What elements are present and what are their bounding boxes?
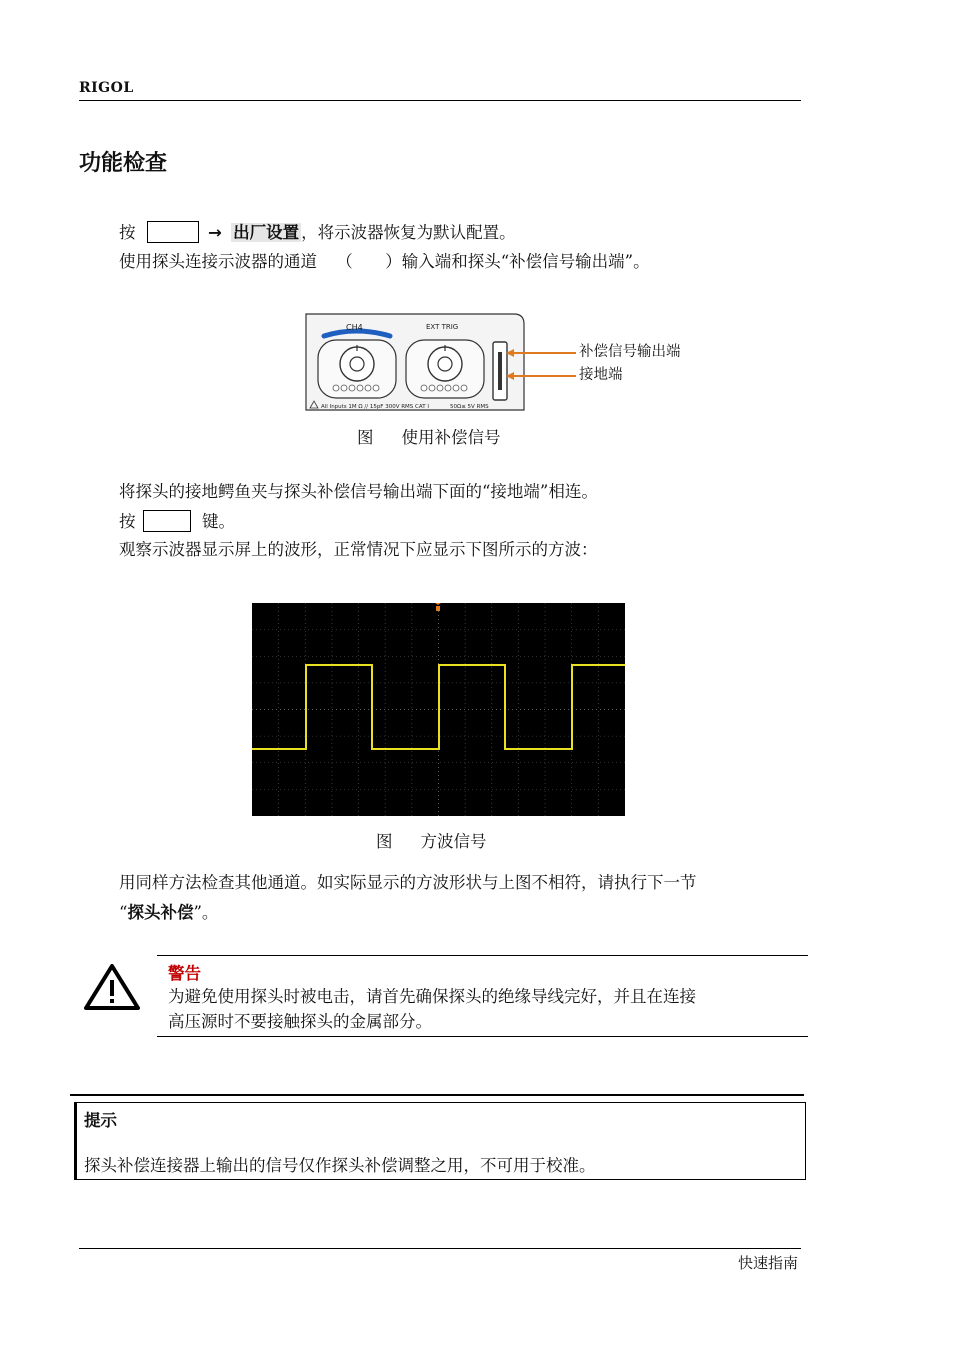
step-4-suffix: 键。	[202, 512, 235, 531]
section-title: 功能检查	[79, 151, 168, 176]
link-probe-compensation: 探头补偿	[127, 903, 194, 922]
figure-2-caption-text: 方波信号	[420, 832, 487, 851]
step-4-prefix: 按	[119, 512, 136, 531]
step-2-text-a: 使用探头连接示波器的通道	[119, 252, 317, 271]
warning-title: 警告	[168, 964, 201, 983]
warning-line-2: 高压源时不要接触探头的金属部分。	[168, 1012, 432, 1031]
brand-logo-text: RIGOL	[79, 80, 134, 96]
utility-key-box	[147, 221, 199, 243]
step-3: 将探头的接地鳄鱼夹与探头补偿信号输出端下面的“接地端”相连。	[119, 482, 598, 501]
panel-footer-left: All Inputs 1M Ω // 15pF 300V RMS CAT I	[321, 404, 429, 410]
square-wave-screen	[252, 603, 625, 816]
menu-factory-reset: 出厂设置	[233, 223, 300, 242]
figure-2-caption-label: 图	[376, 832, 393, 851]
warning-top-rule	[157, 955, 808, 956]
header-rule	[79, 100, 801, 101]
tip-title: 提示	[84, 1111, 117, 1130]
label-ground: 接地端	[579, 367, 623, 383]
step-6-quote-close: ”。	[193, 903, 219, 922]
arrow-right-icon: →	[208, 223, 222, 242]
figure-1-caption-text: 使用补偿信号	[401, 428, 501, 447]
auto-key-box	[143, 510, 191, 532]
step-6-line-1: 用同样方法检查其他通道。如实际显示的方波形状与上图不相符，请执行下一节	[119, 873, 697, 892]
step-2-text-b: 输入端和探头“补偿信号输出端”。	[401, 252, 650, 271]
label-comp-output: 补偿信号输出端	[579, 344, 681, 360]
step-6-line-2	[119, 901, 218, 925]
step-2-paren-close: ）	[385, 252, 402, 271]
footer-text: 快速指南	[737, 1254, 798, 1272]
warning-line-1: 为避免使用探头时被电击，请首先确保探头的绝缘导线完好，并且在连接	[168, 987, 696, 1006]
step-1-suffix: ，将示波器恢复为默认配置。	[301, 223, 516, 242]
tip-text: 探头补偿连接器上输出的信号仅作探头补偿调整之用，不可用于校准。	[84, 1156, 596, 1175]
step-2	[119, 250, 650, 274]
tip-top-rule	[70, 1094, 804, 1096]
step-2-paren-open: （	[336, 252, 353, 271]
footer-rule	[79, 1248, 801, 1249]
figure-1-caption-label: 图	[357, 428, 374, 447]
step-4	[119, 510, 235, 534]
panel-footer-right: 50Ω≤ 5V RMS	[450, 404, 489, 410]
step-1	[119, 221, 516, 245]
ch4-label: CH4	[346, 323, 363, 332]
figure-1-caption	[357, 424, 501, 448]
front-panel-figure	[300, 312, 720, 418]
step-1-prefix: 按	[119, 223, 136, 242]
step-5: 观察示波器显示屏上的波形，正常情况下应显示下图所示的方波：	[119, 540, 598, 559]
step-6-quote-open: “	[119, 903, 128, 922]
figure-2-caption	[376, 828, 487, 852]
warning-triangle-icon	[82, 962, 142, 1012]
warning-bottom-rule	[157, 1036, 808, 1037]
ext-trig-label: EXT TRIG	[426, 323, 459, 331]
